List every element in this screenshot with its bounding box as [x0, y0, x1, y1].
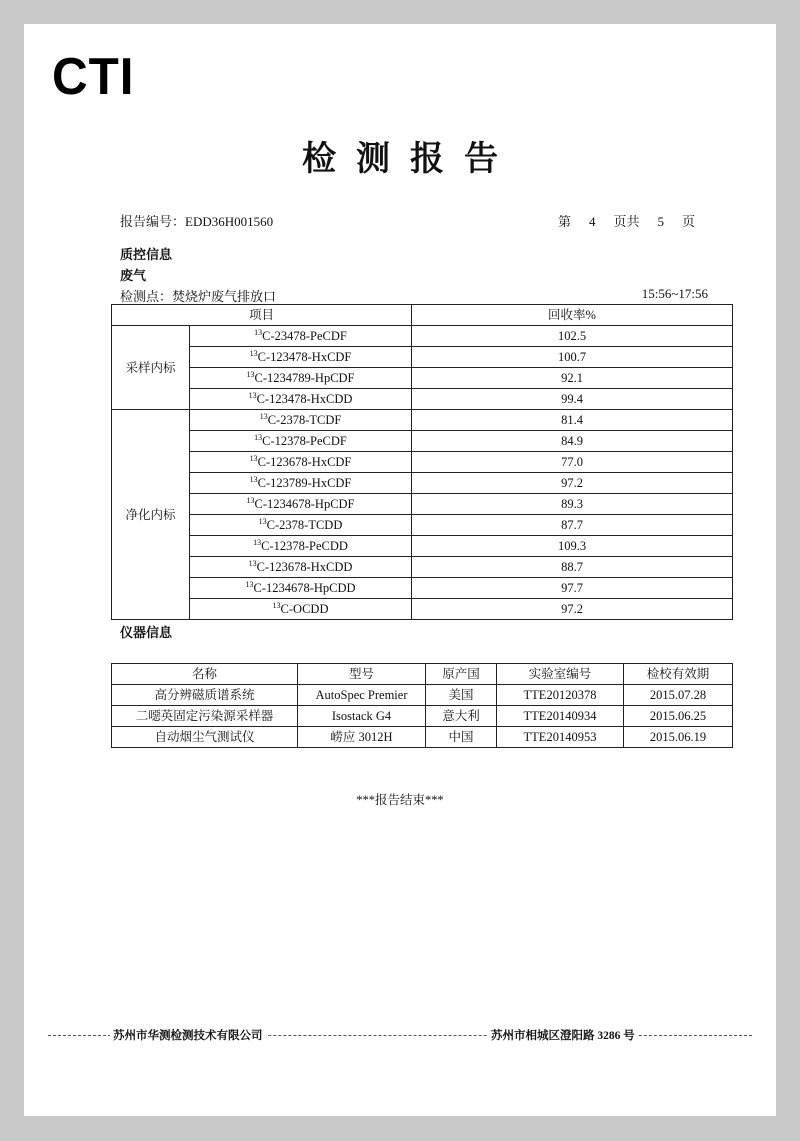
qc-compound [190, 410, 412, 431]
sampling-time: 15:56~17:56 [641, 286, 708, 301]
page-prefix: 第 [557, 214, 571, 229]
table-row [112, 326, 733, 347]
instrument-cell: 美国 [426, 685, 497, 706]
instrument-cell: 2015.06.19 [624, 727, 733, 748]
qc-compound [190, 578, 412, 599]
report-end-note: ***报告结束*** [356, 793, 444, 807]
compound-name: C-1234678-HpCDF [254, 497, 355, 511]
page-current: 4 [588, 214, 596, 229]
instrument-cell: 二噁英固定污染源采样器 [112, 706, 298, 727]
company-logo: CTI [52, 48, 135, 106]
table-row [112, 727, 733, 748]
table-row [112, 473, 733, 494]
report-page [24, 24, 776, 1116]
compound-name: C-123678-HxCDF [257, 455, 352, 469]
isotope-mass: 13 [245, 579, 254, 589]
instrument-cell: 2015.07.28 [624, 685, 733, 706]
instrument-cell: TTE20120378 [497, 685, 624, 706]
instrument-cell: 中国 [426, 727, 497, 748]
qc-column-recovery: 回收率% [412, 305, 733, 326]
page-suffix: 页 [681, 214, 695, 229]
footer-company: 苏州市华测检测技术有限公司 [110, 1027, 266, 1043]
page-mid: 页共 [613, 214, 640, 229]
table-row [112, 578, 733, 599]
instrument-cell: 高分辨磁质谱系统 [112, 685, 298, 706]
isotope-mass: 13 [254, 327, 263, 337]
report-number [120, 211, 273, 230]
qc-recovery-value: 99.4 [412, 389, 733, 410]
footer-address: 苏州市相城区澄阳路 3286 号 [488, 1027, 638, 1043]
qc-group-label: 净化内标 [112, 410, 190, 620]
instrument-cell: TTE20140953 [497, 727, 624, 748]
instrument-cell: 2015.06.25 [624, 706, 733, 727]
isotope-mass: 13 [246, 369, 255, 379]
qc-compound [190, 515, 412, 536]
compound-name: C-12378-PeCDD [261, 539, 348, 553]
qc-column-item: 项目 [112, 305, 412, 326]
table-row [112, 557, 733, 578]
instrument-column-header: 实验室编号 [497, 664, 624, 685]
qc-recovery-value: 88.7 [412, 557, 733, 578]
compound-name: C-123478-HxCDF [257, 350, 352, 364]
qc-heading: 质控信息 [120, 247, 173, 262]
isotope-mass: 13 [246, 495, 255, 505]
table-row [112, 452, 733, 473]
instrument-column-header: 型号 [298, 664, 426, 685]
qc-compound [190, 452, 412, 473]
table-row [112, 515, 733, 536]
compound-name: C-OCDD [280, 602, 329, 616]
compound-name: C-1234678-HpCDD [253, 581, 356, 595]
compound-name: C-23478-PeCDF [262, 329, 347, 343]
compound-name: C-2378-TCDD [266, 518, 343, 532]
qc-recovery-value: 92.1 [412, 368, 733, 389]
qc-compound [190, 536, 412, 557]
qc-recovery-value: 84.9 [412, 431, 733, 452]
compound-name: C-123478-HxCDD [256, 392, 353, 406]
qc-compound [190, 599, 412, 620]
qc-table [111, 304, 733, 620]
instrument-cell: Isostack G4 [298, 706, 426, 727]
qc-compound [190, 326, 412, 347]
isotope-mass: 13 [249, 474, 258, 484]
table-row [112, 599, 733, 620]
isotope-mass: 13 [249, 453, 258, 463]
table-row [112, 389, 733, 410]
page-indicator [549, 211, 704, 230]
isotope-mass: 13 [248, 558, 257, 568]
compound-name: C-123789-HxCDF [257, 476, 352, 490]
table-row [112, 347, 733, 368]
compound-name: C-2378-TCDF [267, 413, 342, 427]
report-number-value: EDD36H001560 [185, 214, 274, 229]
qc-compound [190, 368, 412, 389]
isotope-mass: 13 [272, 600, 281, 610]
page-total: 5 [657, 214, 664, 229]
qc-recovery-value: 97.7 [412, 578, 733, 599]
report-number-label: 报告编号： [120, 214, 186, 229]
instrument-column-header: 检校有效期 [624, 664, 733, 685]
qc-recovery-value: 102.5 [412, 326, 733, 347]
instrument-table-header [112, 664, 733, 685]
table-row [112, 536, 733, 557]
qc-recovery-value: 77.0 [412, 452, 733, 473]
isotope-mass: 13 [259, 411, 268, 421]
table-row [112, 494, 733, 515]
table-row [112, 368, 733, 389]
compound-name: C-1234789-HpCDF [254, 371, 355, 385]
qc-compound [190, 494, 412, 515]
qc-compound [190, 389, 412, 410]
isotope-mass: 13 [248, 390, 257, 400]
qc-compound [190, 347, 412, 368]
instrument-column-header: 原产国 [426, 664, 497, 685]
qc-recovery-value: 89.3 [412, 494, 733, 515]
isotope-mass: 13 [253, 537, 262, 547]
sampling-location: 检测点：焚烧炉废气排放口 [120, 289, 277, 304]
qc-recovery-value: 81.4 [412, 410, 733, 431]
qc-table-header [112, 305, 733, 326]
report-title: 检测报告 [302, 139, 518, 179]
table-row [112, 410, 733, 431]
qc-recovery-value: 97.2 [412, 599, 733, 620]
instrument-column-header: 名称 [112, 664, 298, 685]
qc-recovery-value: 100.7 [412, 347, 733, 368]
compound-name: C-12378-PeCDF [262, 434, 347, 448]
instrument-cell: 意大利 [426, 706, 497, 727]
instrument-cell: TTE20140934 [497, 706, 624, 727]
compound-name: C-123678-HxCDD [256, 560, 353, 574]
qc-compound [190, 557, 412, 578]
instrument-cell: 崂应 3012H [298, 727, 426, 748]
qc-group-label: 采样内标 [112, 326, 190, 410]
qc-subheading: 废气 [120, 268, 147, 283]
isotope-mass: 13 [249, 348, 258, 358]
qc-recovery-value: 87.7 [412, 515, 733, 536]
table-row [112, 431, 733, 452]
instrument-cell: AutoSpec Premier [298, 685, 426, 706]
qc-recovery-value: 109.3 [412, 536, 733, 557]
instrument-cell: 自动烟尘气测试仪 [112, 727, 298, 748]
table-row [112, 685, 733, 706]
instrument-heading: 仪器信息 [120, 625, 173, 640]
qc-compound [190, 473, 412, 494]
isotope-mass: 13 [254, 432, 263, 442]
instrument-table [111, 663, 733, 748]
qc-compound [190, 431, 412, 452]
table-row [112, 706, 733, 727]
isotope-mass: 13 [258, 516, 267, 526]
qc-recovery-value: 97.2 [412, 473, 733, 494]
